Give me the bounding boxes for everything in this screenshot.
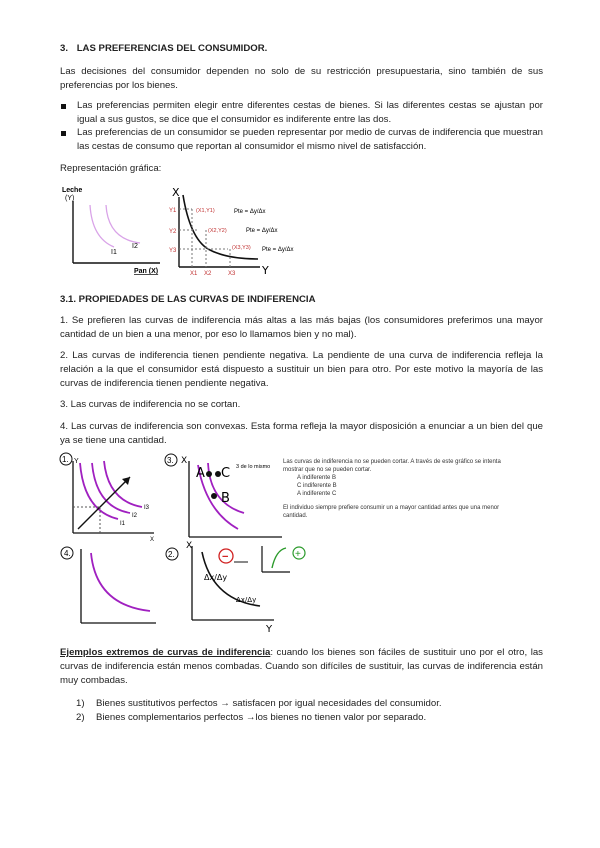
- diagram-3-explanation: [283, 458, 513, 520]
- diagram-1-x: X: [150, 537, 155, 543]
- curve-label: I3: [144, 505, 150, 511]
- x-axis-label: Pan (X): [134, 268, 159, 275]
- intro-paragraph: Las decisiones del consumidor dependen no solo de su restricción presupuestaria, sino también de sus preferencias por los bienes.: [60, 66, 543, 91]
- bullet-marker: [61, 131, 66, 136]
- diagram-2: [162, 540, 317, 632]
- diagram-1: [58, 451, 158, 543]
- y-axis-label: Leche: [62, 187, 83, 194]
- slope-label-1: Δx/Δy: [204, 573, 228, 582]
- indifference-map-figure: [60, 183, 165, 275]
- diagram-number: 3.: [167, 456, 174, 465]
- point-1: (X1,Y1): [196, 208, 215, 214]
- label-a: A: [196, 466, 205, 481]
- property-2: 2. Las curvas de indiferencia tienen pendiente negativa. La pendiente de una curva de indiferencia refleja la relación a la que el consumidor está dispuesto a sustituir un bien para otro. Por este motivo la mayoría de las curvas de indiferencia tienen pendiente negativa.: [60, 350, 543, 389]
- explanation-item: C indiferente B: [297, 483, 337, 489]
- diagram-4: [58, 543, 158, 627]
- graph-label: Representación gráfica:: [60, 163, 162, 174]
- x-tick-2: X2: [204, 271, 212, 277]
- diagram-number: 4.: [64, 549, 71, 558]
- section-title: LAS PREFERENCIAS DEL CONSUMIDOR.: [76, 43, 268, 54]
- subsection-title: 3.1. PROPIEDADES DE LAS CURVAS DE INDIFERENCIA: [60, 294, 316, 305]
- indifference-curve: [91, 553, 150, 611]
- point-2: (X2,Y2): [208, 228, 227, 234]
- bullet-1: Las preferencias permiten elegir entre diferentes cestas de bienes. Si las diferentes cestas se ajustan por igual a sus gustos, se dice que el consumidor es indiferente entre las dos.: [77, 100, 543, 125]
- diagram-number: 2.: [168, 550, 175, 559]
- property-4: 4. Las curvas de indiferencia son convexas. Esta forma refleja la mayor disposición a enunciar a un bien del que ya se tiene una cantidad.: [60, 421, 543, 446]
- point-3: (X3,Y3): [232, 245, 251, 251]
- diagram-3-axis: X: [181, 456, 188, 466]
- property-3: 3. Las curvas de indiferencia no se cortan.: [60, 399, 241, 410]
- property-1: 1. Se prefieren las curvas de indiferencia más altas a las más bajas (los consumidores preferimos una mayor cantidad de un bien a una menor, por eso lo llamamos bien y no mal).: [60, 315, 543, 340]
- example-1-text: Bienes sustitutivos perfectos → satisfacen por igual necesidades del consumidor.: [96, 698, 442, 709]
- curve-label-i1: I1: [111, 249, 117, 256]
- x-axis-name: Y: [262, 264, 269, 277]
- label-b: B: [221, 491, 230, 506]
- point-b: [211, 493, 217, 499]
- positive-curve: [272, 548, 286, 568]
- x-tick-1: X1: [190, 271, 198, 277]
- y-tick-1: Y1: [169, 208, 177, 214]
- slope-2: Pte = Δy/Δx: [246, 228, 278, 234]
- y-axis-sub: (Y): [65, 195, 75, 202]
- curve-label-i2: I2: [132, 243, 138, 250]
- bullet-2: Las preferencias de un consumidor se pueden representar por medio de curvas de indiferencia que muestran las cestas de consumo que reportan al consumidor el mismo nivel de satisfacción.: [77, 127, 543, 152]
- diagram-number: 1.: [62, 455, 69, 464]
- slope-figure: [168, 183, 318, 278]
- section-number: 3.: [60, 43, 69, 54]
- x-tick-3: X3: [228, 271, 236, 277]
- explanation-text: El individuo siempre prefiere consumir un a mayor cantidad antes que una menor cantidad.: [283, 505, 500, 519]
- section-heading: [60, 42, 267, 56]
- example-2-text: Bienes complementarios perfectos →los bienes no tienen valor por separado.: [96, 712, 427, 723]
- examples-text: : cuando los bienes son fáciles de sustituir uno por el otro, las curvas de indiferencia están menos combadas. Cuando son difíciles de sustituir, las curvas de indiferencia están muy combadas.: [60, 647, 543, 686]
- diagram-1-y: Y: [74, 458, 79, 465]
- point-a: [206, 471, 212, 477]
- explanation-item: A indiferente C: [297, 491, 337, 497]
- y-tick-2: Y2: [169, 229, 177, 235]
- diagram-3: [162, 451, 284, 543]
- curve-label: I1: [120, 521, 126, 527]
- indifference-curve-2: [106, 205, 140, 243]
- y-tick-3: Y3: [169, 248, 177, 254]
- examples-paragraph: [60, 646, 543, 688]
- y-axis-name: X: [172, 186, 180, 199]
- label-c: C: [221, 466, 231, 481]
- indifference-curve-1: [90, 205, 114, 247]
- example-2-number: 2): [76, 712, 85, 723]
- diagram-2-x: X: [186, 541, 193, 551]
- diagram-3-note: 3 de lo mismo: [236, 464, 271, 470]
- diagram-2-y: Y: [266, 624, 273, 632]
- examples-lead: Ejemplos extremos de curvas de indiferencia: [60, 647, 271, 658]
- curve-label: I2: [132, 513, 138, 519]
- example-1-number: 1): [76, 698, 85, 709]
- indifference-curve-mid: [92, 463, 130, 513]
- slope-1: Pte = Δy/Δx: [234, 209, 266, 215]
- slope-3: Pte = Δy/Δx: [262, 247, 294, 253]
- positive-sign: +: [295, 549, 301, 560]
- explanation-text: Las curvas de indiferencia no se pueden cortar. A través de este gráfico se intenta mostrar que no se pueden cortar.: [283, 459, 501, 473]
- slope-label-2: Δx/Δy: [236, 596, 257, 604]
- explanation-item: A indiferente B: [297, 475, 337, 481]
- negative-sign: −: [222, 551, 229, 563]
- bullet-marker: [61, 104, 66, 109]
